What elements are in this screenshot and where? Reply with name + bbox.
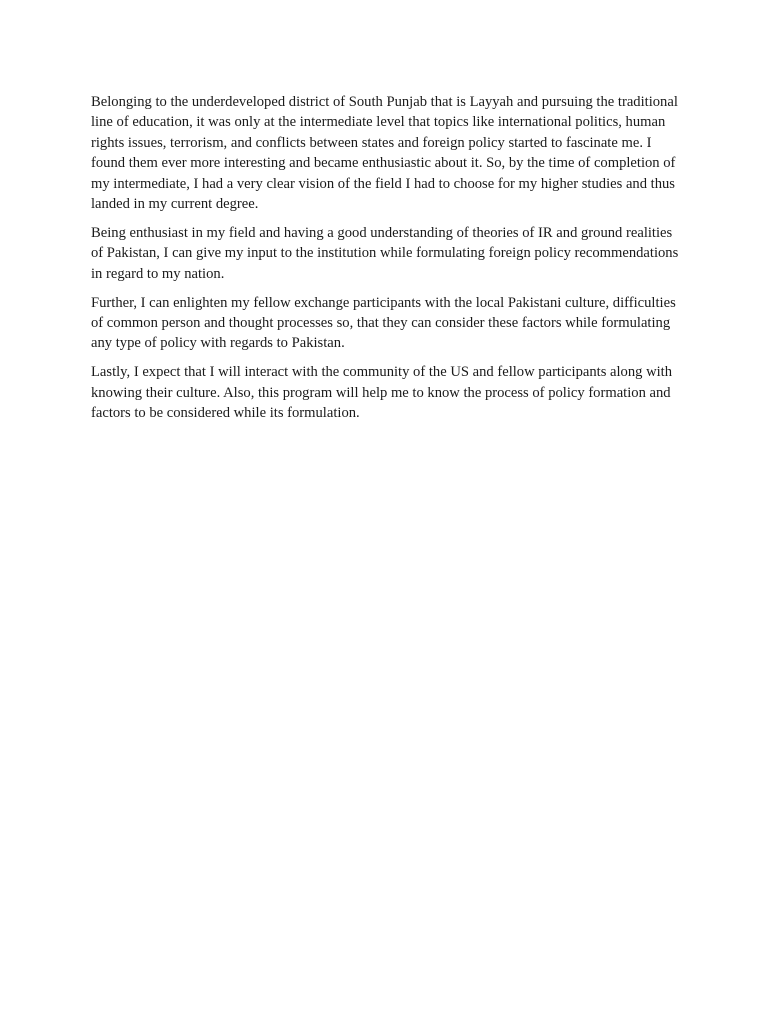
document-body: [91, 92, 683, 432]
paragraph-expectations: Lastly, I expect that I will interact with the community of the US and fellow participants along with knowing their culture. Also, this program will help me to know the process of policy formation and factors to be considered while its formulation.: [91, 364, 673, 422]
paragraph-contribution: Being enthusiast in my field and having a good understanding of theories of IR and ground realities of Pakistan, I can give my input to the institution while formulating foreign policy recommendations in regard to my nation.: [91, 224, 679, 282]
paragraph-culture-sharing: Further, I can enlighten my fellow exchange participants with the local Pakistani culture, difficulties of common person and thought processes so, that they can consider these factors while formulating any type of policy with regards to Pakistan.: [91, 294, 676, 352]
paragraph-background: Belonging to the underdeveloped district of South Punjab that is Layyah and pursuing the traditional line of education, it was only at the intermediate level that topics like international politics, human rights issues, terrorism, and conflicts between states and foreign policy started to fascinate me. I found them ever more interesting and became enthusiastic about it. So, by the time of completion of my intermediate, I had a very clear vision of the field I had to choose for my higher studies and thus landed in my current degree.: [91, 94, 678, 213]
